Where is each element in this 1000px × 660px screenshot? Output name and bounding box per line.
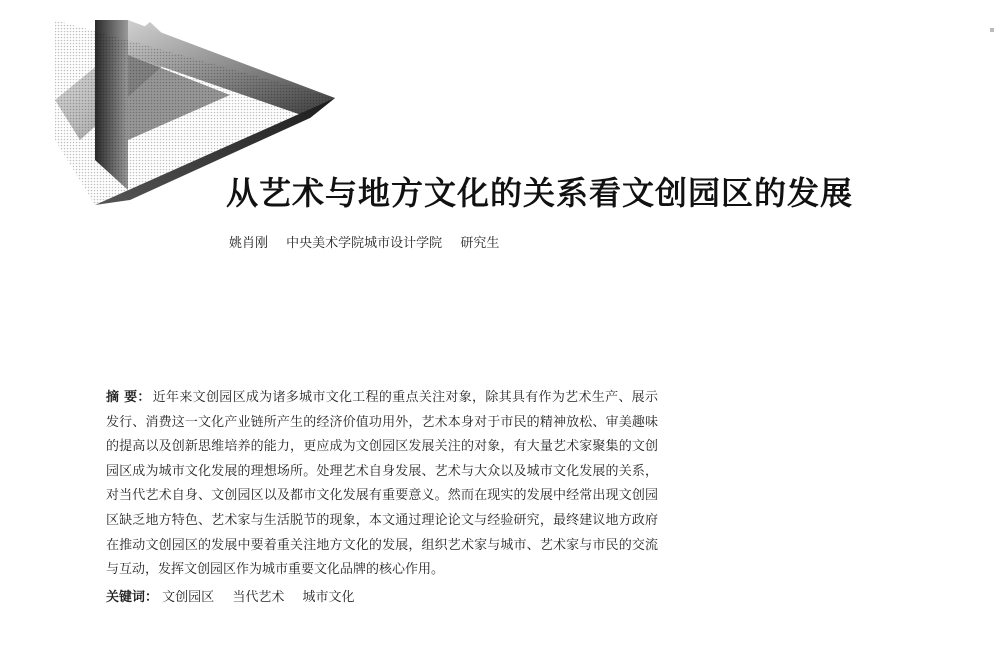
keywords-label: 关键词： — [106, 590, 159, 605]
scan-speck — [990, 28, 994, 32]
author-line — [229, 232, 513, 251]
abstract-text: 近年来文创园区成为诸多城市文化工程的重点关注对象，除其具有作为艺术生产、展示发行、消费这一文化产业链所产生的经济价值功用外，艺术本身对于市民的精神放松、审美趣味的提高以及创新思维培养的能力，更应成为文创园区发展关注的对象，有大量艺术家聚集的文创园区成为城市文化发展的理想场所。处理艺术自身发展、艺术与大众以及城市文化发展的关系，对当代艺术自身、文创园区以及都市文化发展有重要意义。然而在现实的发展中经常出现文创园区缺乏地方特色、艺术家与生活脱节的现象，本文通过理论论文与经验研究，最终建议地方政府在推动文创园区的发展中要着重关注地方文化的发展，组织艺术家与城市、艺术家与市民的交流与互动，发挥文创园区作为城市重要文化品牌的核心作用。 — [106, 390, 658, 578]
keyword-item: 城市文化 — [302, 590, 355, 605]
keywords-line — [106, 586, 368, 605]
author-name: 姚肖刚 — [229, 236, 269, 251]
abstract-label: 摘 要： — [106, 390, 151, 405]
author-role: 研究生 — [460, 236, 500, 251]
article-title: 从艺术与地方文化的关系看文创园区的发展 — [226, 174, 854, 212]
author-affiliation: 中央美术学院城市设计学院 — [286, 236, 443, 251]
keyword-item: 文创园区 — [162, 590, 215, 605]
abstract-block — [106, 386, 658, 583]
keyword-item: 当代艺术 — [232, 590, 285, 605]
